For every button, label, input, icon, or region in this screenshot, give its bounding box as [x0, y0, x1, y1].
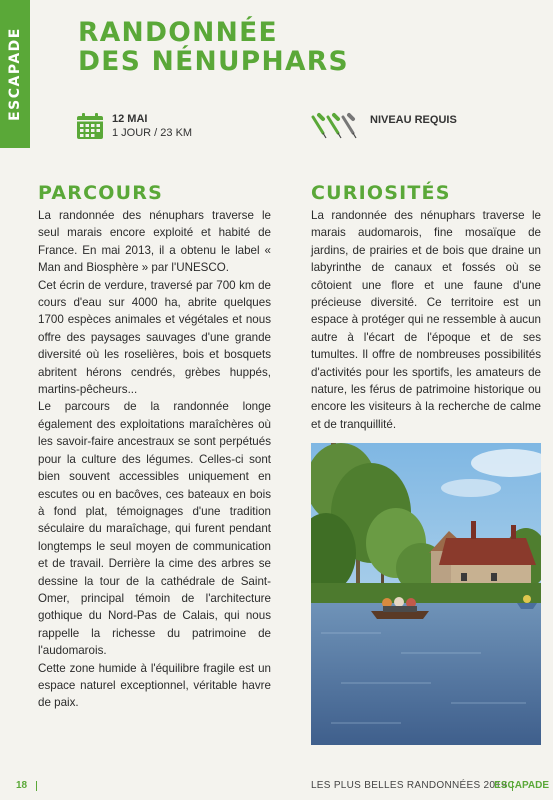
- event-duration: 1 JOUR / 23 KM: [112, 127, 193, 139]
- date-block: [112, 112, 192, 140]
- parcours-paragraph: Cet écrin de verdure, traversé par 700 km de cours d'eau sur 4000 ha, abrite quelques 1700 espèces animales et végétales et nous offre des paysages sauvages d'une grande diversité où les roselières, bois et bosquets abritent hérons cendrés, grèbes huppés, martins-pêcheurs...: [38, 278, 271, 397]
- walking-poles-icon: [311, 111, 363, 141]
- title-line-2: DES NÉNUPHARS: [78, 46, 349, 77]
- event-date: 12 MAI: [112, 113, 148, 125]
- parcours-paragraph: Cette zone humide à l'équilibre fragile est un espace naturel exceptionnel, véritable havre de paix.: [38, 661, 271, 710]
- parcours-paragraph: Le parcours de la randonnée longe également des exploitations maraîchères où les savoir-faire ancestraux se sont perpétués pour la culture des légumes. Celles-ci sont bien souvent accessibles uniquement en escutes ou en bacôves, ces bateaux en bois à fond plat, témoignages d'une tradition séculaire du maraîchage, qui furent pendant longtemps le seul moyen de communication et de travail. Derrière la cime des arbres se dessine la tour de la cathédrale de Saint-Omer, principal témoin de l'architecture gothique du Nord-Pas de Calais, qui nous rappelle la richesse du patrimoine de l'audomarois.: [38, 400, 271, 658]
- parcours-paragraph: La randonnée des nénuphars traverse le seul marais encore exploité et habité de France. En mai 2013, il a obtenu le label « Man and Biosphère » par l'UNESCO.: [38, 209, 271, 275]
- publication-name: LES PLUS BELLES RANDONNÉES 2019: [310, 780, 507, 791]
- level-label: NIVEAU REQUIS: [370, 114, 457, 126]
- page-number: 18: [16, 780, 28, 791]
- parcours-text: [38, 207, 271, 712]
- title-line-1: RANDONNÉE: [78, 17, 278, 48]
- curiosites-title: CURIOSITÉS: [311, 182, 451, 204]
- calendar-icon: [76, 112, 104, 140]
- marsh-photo: [311, 443, 541, 745]
- page-title: [78, 18, 478, 76]
- curiosites-paragraph: La randonnée des nénuphars traverse le marais audomarois, fine mosaïque de jardins, de prairies et de bois que draine un labyrinthe de canaux et fossés où se côtoient une flore et une faune d'une précieuse diversité. Ce territoire est un espace à protéger qui ne ressemble à aucun autre à l'écart de l'époque et de ses tumultes. Il offre de nombreuses possibilités d'activités pour les sportifs, les amateurs de nature, les férus de patrimoine historique ou encore les visiteurs à la recherche de calme et de tranquillité.: [311, 209, 541, 431]
- curiosites-text: [311, 207, 541, 433]
- section-tab-label: ESCAPADE: [7, 27, 24, 121]
- footer-divider: [36, 781, 37, 791]
- parcours-title: PARCOURS: [38, 182, 163, 204]
- section-tab: [0, 0, 30, 148]
- footer-section-label: ESCAPADE: [494, 780, 549, 791]
